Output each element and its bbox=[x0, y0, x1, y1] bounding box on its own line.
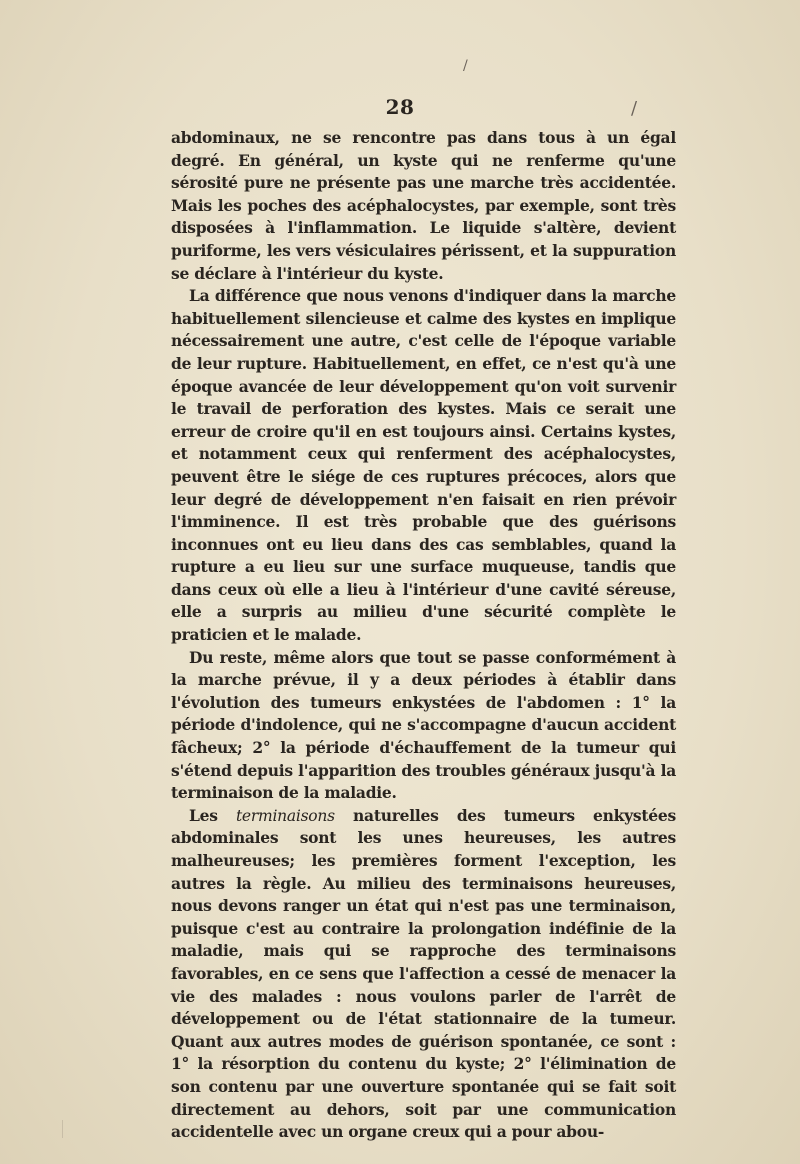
paragraph-text: Les bbox=[189, 805, 236, 825]
paragraph-text: La différence que nous venons d'indiquer dans la marche habituellement silencieuse et calme des kystes en implique nécessairement une autre, c'est celle de l'époque variable de leur rupture. Habituellement, en effet, ce n'est qu'à une époque avancée de leur développement qu'on voit survenir le travail de perforation des kystes. Mais ce serait une erreur de croire qu'il en est toujours ainsi. Certains kystes, et notamment ceux qui renferment des acéphalocystes, peuvent être le siége de ces ruptures précoces, alors que leur degré de développement n'en faisait en rien prévoir l'imminence. Il est très probable que des guérisons inconnues ont eu lieu dans des cas semblables, quand la rupture a eu lieu sur une surface muqueuse, tandis que dans ceux où elle a lieu à l'intérieur d'une cavité séreuse, elle a surpris au milieu d'une sécurité complète le praticien et le malade. bbox=[171, 286, 676, 645]
top-pencil-mark: / bbox=[463, 58, 468, 74]
paragraph-1 bbox=[171, 127, 676, 285]
paragraph-text: Du reste, même alors que tout se passe conformément à la marche prévue, il y a deux périodes à établir dans l'évolution des tumeurs enkystées de l'abdomen : 1° la période d'indolence, qui ne s'accompagne d'aucun accident fâcheux; 2° la période d'échauffement de la tumeur qui s'étend depuis l'apparition des troubles généraux jusqu'à la terminaison de la maladie. bbox=[171, 647, 676, 803]
paragraph-3 bbox=[171, 647, 676, 805]
paragraph-4 bbox=[171, 805, 676, 1144]
body-text bbox=[171, 127, 676, 1144]
italic-term: terminaisons bbox=[235, 806, 335, 825]
paragraph-2 bbox=[171, 285, 676, 647]
margin-stain bbox=[62, 1120, 71, 1138]
margin-pencil-mark: / bbox=[631, 98, 638, 119]
paragraph-text: naturelles des tumeurs enkystées abdominales sont les unes heureuses, les autres malheureuses; les premières forment l'exception, les autres la règle. Au milieu des terminaisons heureuses, nous devons ranger un état qui n'est pas une terminaison, puisque c'est au contraire la prolongation indéfinie de la maladie, mais qui se rapproche des terminaisons favorables, en ce sens que l'affection a cessé de menacer la vie des malades : nous voulons parler de l'arrêt de développement ou de l'état stationnaire de la tumeur. Quant aux autres modes de guérison spontanée, ce sont : 1° la résorption du contenu du kyste; 2° l'élimination de son contenu par une ouverture spontanée qui se fait soit directement au dehors, soit par une communication accidentelle avec un organe creux qui a pour abou- bbox=[171, 805, 676, 1142]
page-number: 28 bbox=[385, 95, 415, 119]
paragraph-text: abdominaux, ne se rencontre pas dans tous à un égal degré. En général, un kyste qui ne renferme qu'une sérosité pure ne présente pas une marche très accidentée. Mais les poches des acéphalocystes, par exemple, sont très disposées à l'inflammation. Le liquide s'altère, devient puriforme, les vers vésiculaires périssent, et la suppuration se déclare à l'intérieur du kyste. bbox=[171, 128, 676, 283]
